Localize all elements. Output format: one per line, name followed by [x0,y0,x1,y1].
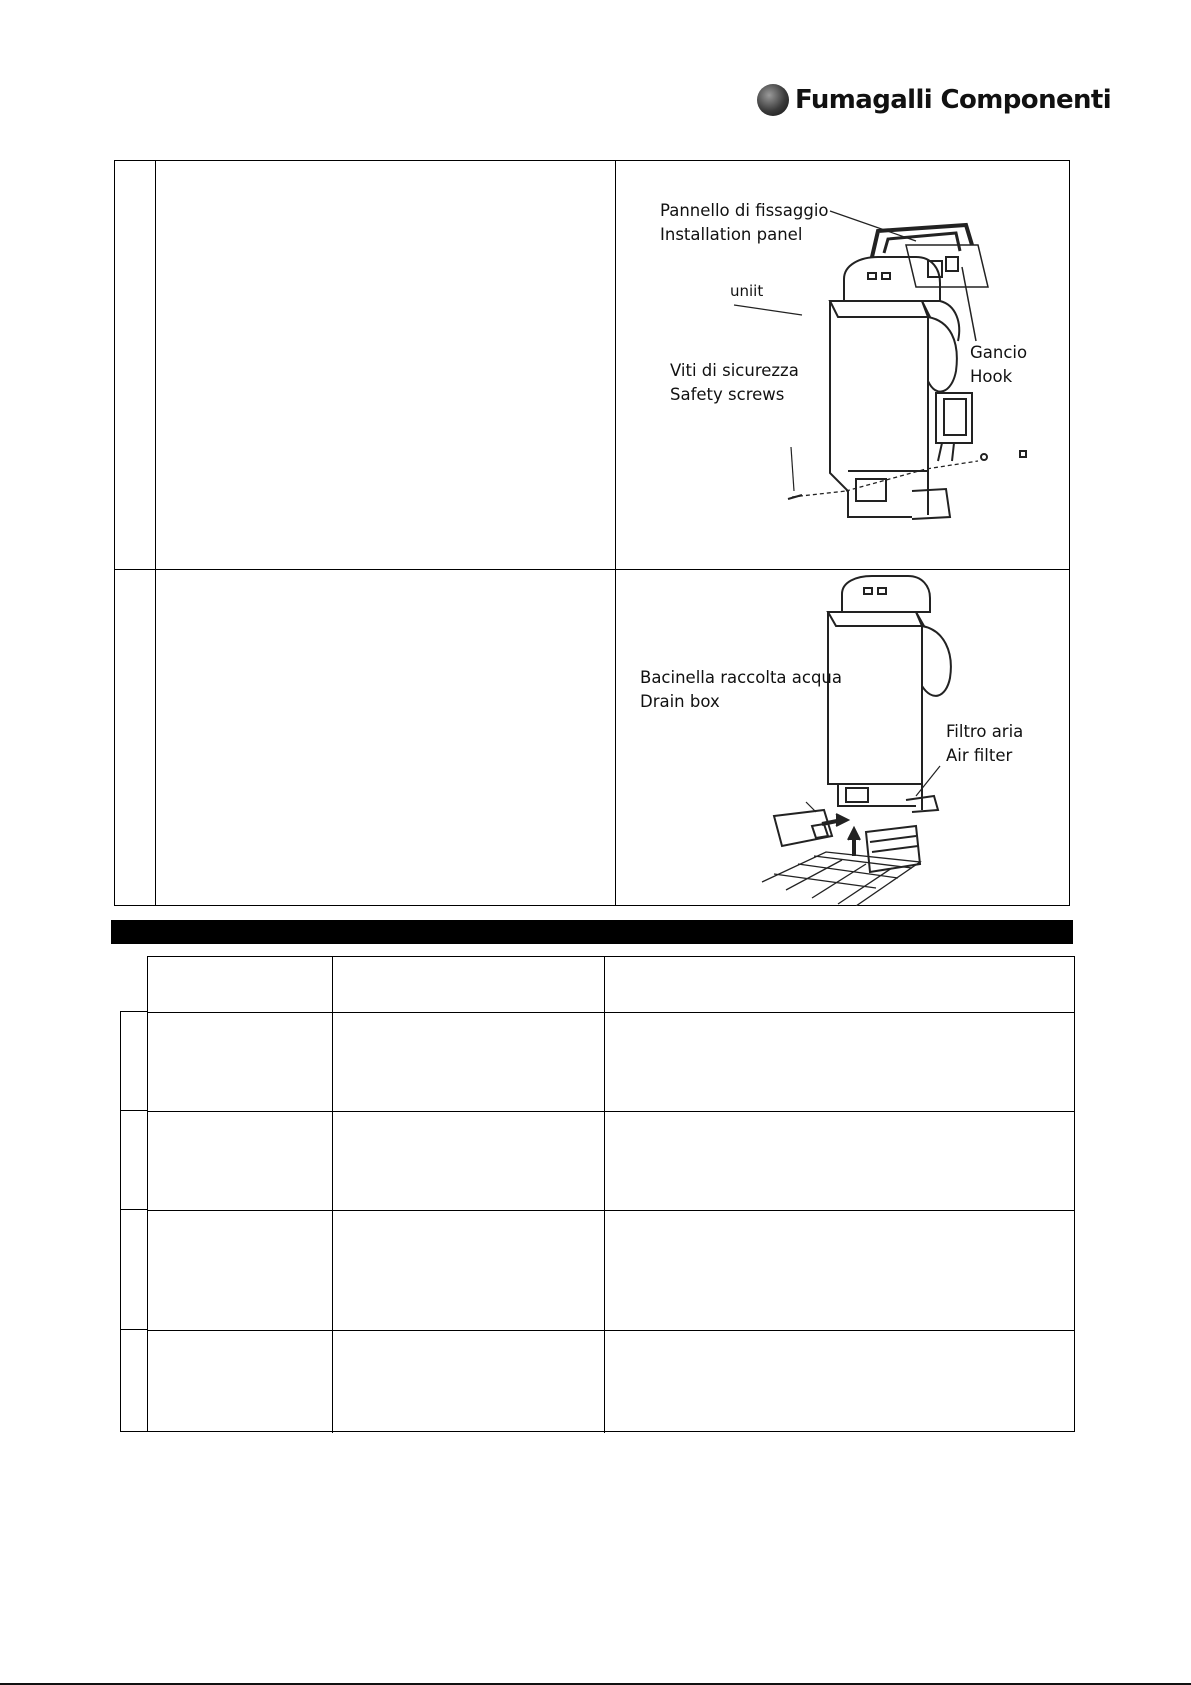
label-air-filter-en: Air filter [946,746,1013,765]
step-number-cell [115,161,155,569]
table-bottom-border [120,1431,1075,1432]
instruction-text-cell [156,570,615,906]
row-number-divider [120,1329,148,1330]
label-hook-it: Gancio [970,343,1028,362]
logo-text: Fumagalli Componenti [795,85,1112,115]
column-divider [332,957,333,1433]
label-drain-box-it: Bacinella raccolta acqua [640,668,842,687]
step-number-cell [115,570,155,906]
instruction-text-cell [156,161,615,569]
label-drain-box-en: Drain box [640,692,720,711]
figure-installation [616,161,1070,569]
troubleshooting-table [147,956,1075,1432]
row-divider [148,1330,1074,1331]
row-number-divider [120,1011,148,1012]
label-installation-panel-en: Installation panel [660,225,803,244]
row-number-column-edge [120,1011,121,1432]
column-divider [604,957,605,1433]
instruction-table [114,160,1070,906]
section-heading-bar [111,920,1073,944]
figure-maintenance [616,570,1070,906]
label-unit: uniit [730,282,764,300]
row-number-divider [120,1110,148,1111]
label-hook-en: Hook [970,367,1013,386]
label-safety-screws-it: Viti di sicurezza [670,361,799,380]
circle-logo-icon [757,84,789,116]
label-installation-panel-it: Pannello di fissaggio [660,201,829,220]
header-row-divider [148,1012,1074,1013]
header-cell [605,957,1075,1012]
label-air-filter-it: Filtro aria [946,722,1024,741]
label-safety-screws-en: Safety screws [670,385,785,404]
row-divider [148,1111,1074,1112]
header-cell [148,957,332,1012]
company-logo [757,84,1111,116]
header-cell [333,957,604,1012]
row-number-divider [120,1209,148,1210]
row-divider [148,1210,1074,1211]
